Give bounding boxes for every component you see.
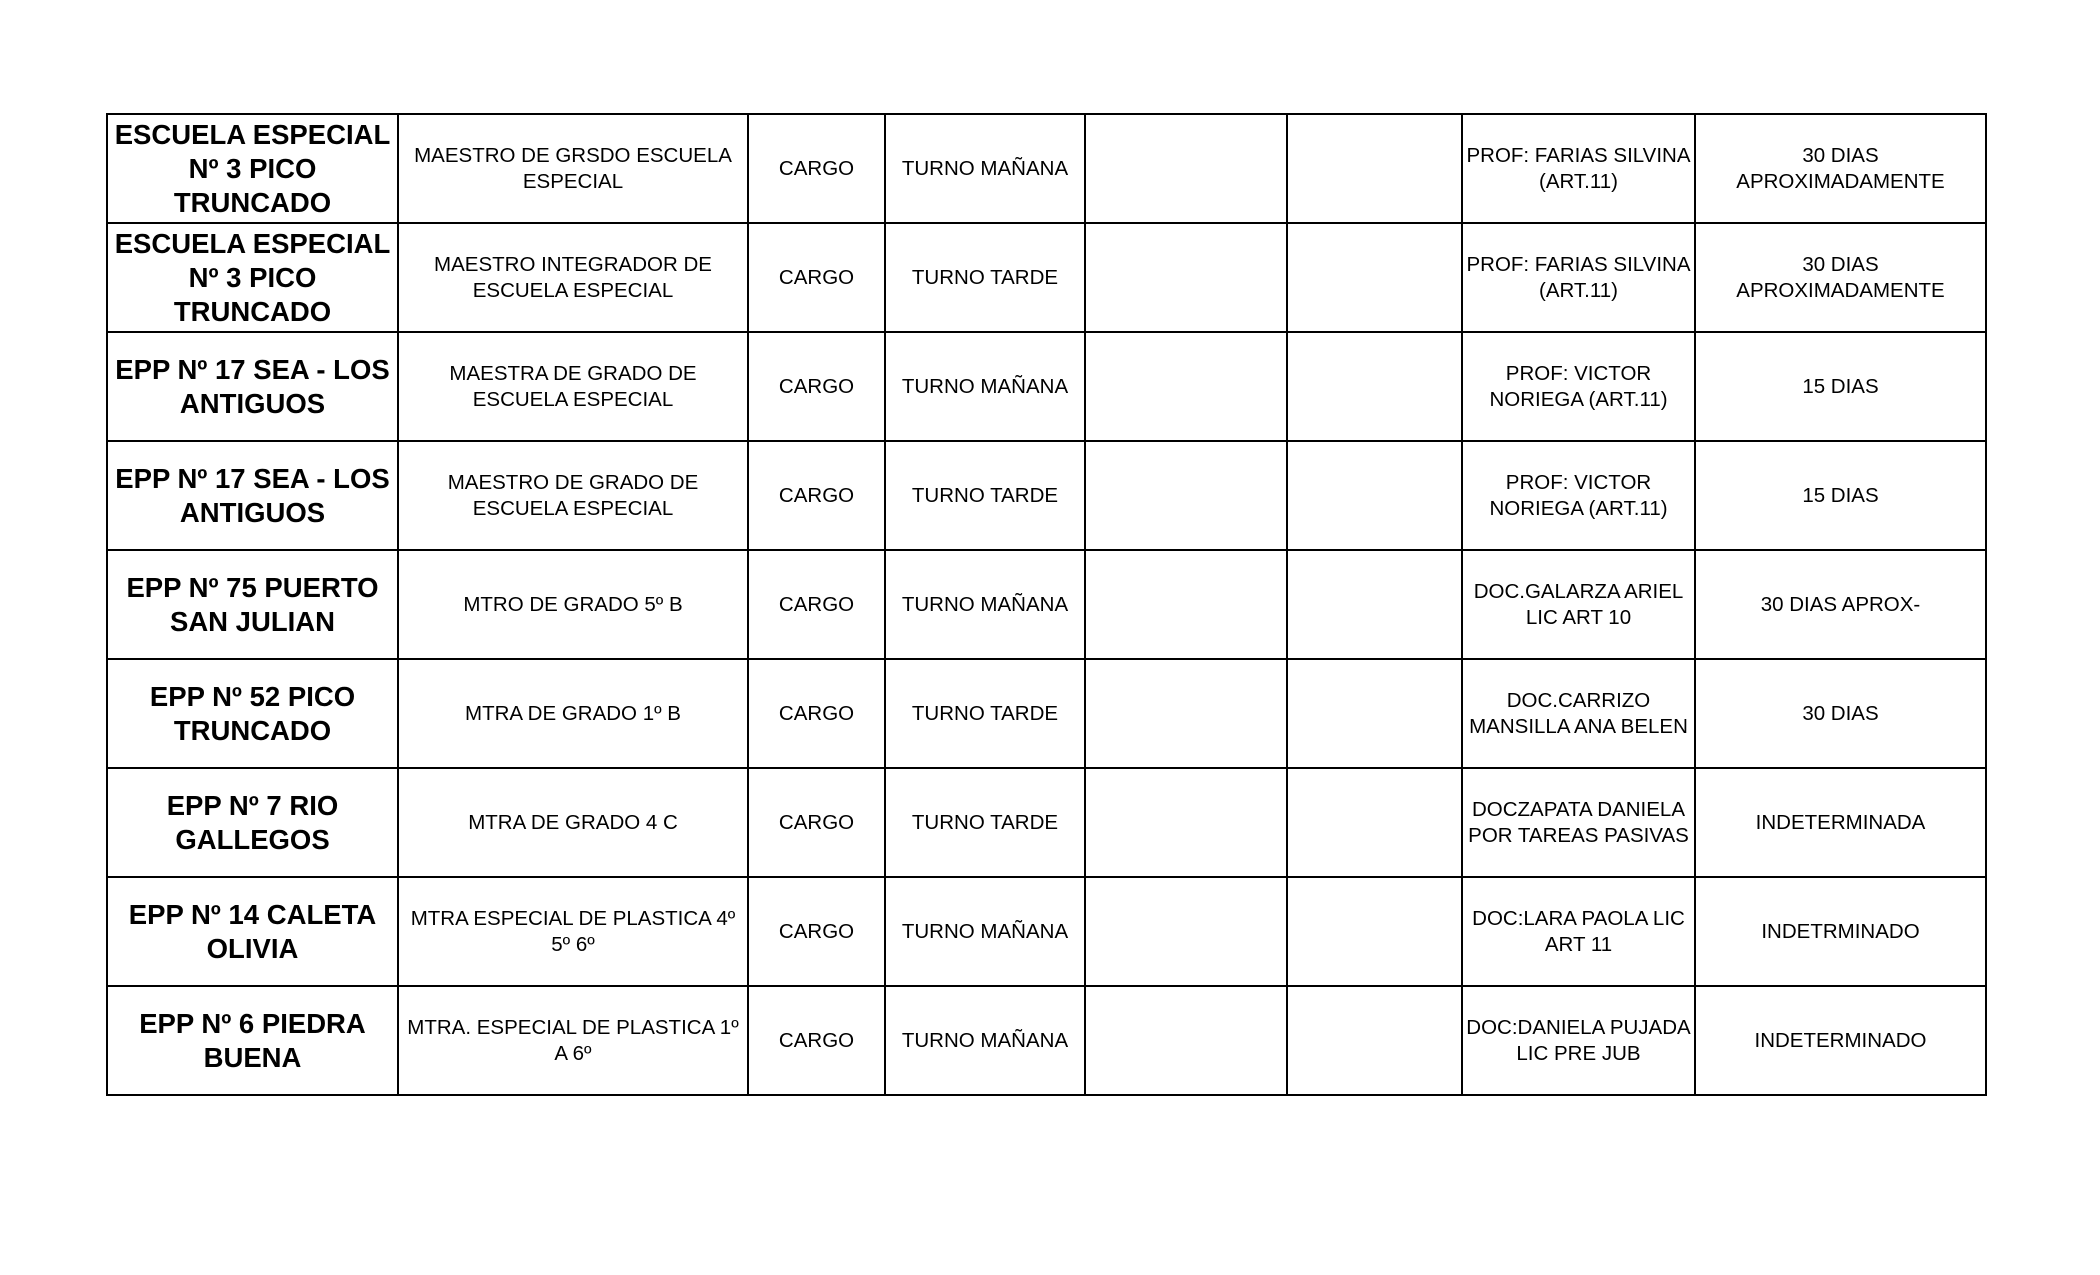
replaces-cell — [1462, 114, 1695, 223]
position-cell — [398, 659, 748, 768]
school-name: EPP Nº 17 SEA - LOS ANTIGUOS — [115, 353, 390, 419]
empty-cell-5 — [1085, 114, 1287, 223]
type-cell — [748, 768, 885, 877]
type-cell — [748, 114, 885, 223]
shift-cell — [885, 659, 1085, 768]
replaced-teacher: PROF: FARIAS SILVINA (ART.11) — [1466, 252, 1691, 302]
school-cell — [107, 986, 398, 1095]
shift-cell — [885, 986, 1085, 1095]
duration-cell — [1695, 986, 1986, 1095]
position-type: CARGO — [778, 810, 855, 834]
shift-cell — [885, 114, 1085, 223]
duration: 15 DIAS — [1802, 374, 1879, 398]
duration-cell — [1695, 877, 1986, 986]
table-row — [107, 332, 1986, 441]
position-type: CARGO — [778, 701, 855, 725]
shift: TURNO MAÑANA — [901, 374, 1069, 398]
shift-cell — [885, 768, 1085, 877]
empty-cell-5 — [1085, 550, 1287, 659]
shift-cell — [885, 877, 1085, 986]
table-row — [107, 877, 1986, 986]
school-cell — [107, 659, 398, 768]
empty-cell-5 — [1085, 877, 1287, 986]
duration: INDETRMINADO — [1761, 919, 1920, 943]
duration: 15 DIAS — [1802, 483, 1879, 507]
table-row — [107, 441, 1986, 550]
shift: TURNO MAÑANA — [901, 919, 1069, 943]
shift-cell — [885, 441, 1085, 550]
type-cell — [748, 332, 885, 441]
school-name: EPP Nº 7 RIO GALLEGOS — [166, 789, 339, 855]
school-cell — [107, 223, 398, 332]
empty-cell-5 — [1085, 441, 1287, 550]
shift-cell — [885, 550, 1085, 659]
position-type: CARGO — [778, 1028, 855, 1052]
type-cell — [748, 441, 885, 550]
position-title: MAESTRO DE GRSDO ESCUELA ESPECIAL — [414, 143, 732, 193]
replaced-teacher: PROF: FARIAS SILVINA (ART.11) — [1466, 143, 1691, 193]
duration-cell — [1695, 114, 1986, 223]
school-name: ESCUELA ESPECIAL Nº 3 PICO TRUNCADO — [114, 118, 391, 218]
duration-cell — [1695, 659, 1986, 768]
replaced-teacher: PROF: VICTOR NORIEGA (ART.11) — [1489, 470, 1668, 520]
table-row — [107, 659, 1986, 768]
position-type: CARGO — [778, 265, 855, 289]
school-cell — [107, 550, 398, 659]
position-type: CARGO — [778, 483, 855, 507]
position-title: MAESTRA DE GRADO DE ESCUELA ESPECIAL — [449, 361, 697, 411]
duration-cell — [1695, 768, 1986, 877]
type-cell — [748, 550, 885, 659]
shift: TURNO MAÑANA — [901, 1028, 1069, 1052]
empty-cell-5 — [1085, 332, 1287, 441]
school-cell — [107, 114, 398, 223]
position-cell — [398, 332, 748, 441]
school-name: EPP Nº 17 SEA - LOS ANTIGUOS — [115, 462, 390, 528]
table-row — [107, 223, 1986, 332]
replaces-cell — [1462, 877, 1695, 986]
empty-cell-5 — [1085, 768, 1287, 877]
empty-cell-6 — [1287, 659, 1462, 768]
school-name: ESCUELA ESPECIAL Nº 3 PICO TRUNCADO — [114, 227, 391, 327]
table-row — [107, 550, 1986, 659]
position-title: MTRO DE GRADO 5º B — [463, 592, 683, 616]
position-cell — [398, 550, 748, 659]
vacancy-table — [106, 113, 1987, 1096]
position-cell — [398, 877, 748, 986]
position-title: MTRA ESPECIAL DE PLASTICA 4º 5º 6º — [410, 906, 736, 956]
position-cell — [398, 114, 748, 223]
replaces-cell — [1462, 659, 1695, 768]
type-cell — [748, 877, 885, 986]
position-title: MTRA DE GRADO 4 C — [468, 810, 678, 834]
replaces-cell — [1462, 550, 1695, 659]
empty-cell-5 — [1085, 659, 1287, 768]
empty-cell-6 — [1287, 986, 1462, 1095]
type-cell — [748, 986, 885, 1095]
shift: TURNO MAÑANA — [901, 156, 1069, 180]
school-name: EPP Nº 6 PIEDRA BUENA — [139, 1007, 366, 1073]
shift-cell — [885, 223, 1085, 332]
shift: TURNO MAÑANA — [901, 592, 1069, 616]
duration: INDETERMINADO — [1754, 1028, 1927, 1052]
position-type: CARGO — [778, 919, 855, 943]
school-name: EPP Nº 14 CALETA OLIVIA — [128, 898, 377, 964]
table-row — [107, 986, 1986, 1095]
empty-cell-6 — [1287, 332, 1462, 441]
school-cell — [107, 441, 398, 550]
position-cell — [398, 441, 748, 550]
school-cell — [107, 877, 398, 986]
duration-cell — [1695, 223, 1986, 332]
position-cell — [398, 986, 748, 1095]
empty-cell-6 — [1287, 768, 1462, 877]
replaced-teacher: DOC.GALARZA ARIEL LIC ART 10 — [1473, 579, 1684, 629]
school-cell — [107, 332, 398, 441]
duration: 30 DIAS APROXIMADAMENTE — [1736, 143, 1945, 193]
position-type: CARGO — [778, 156, 855, 180]
empty-cell-6 — [1287, 550, 1462, 659]
empty-cell-5 — [1085, 223, 1287, 332]
school-cell — [107, 768, 398, 877]
table-body — [107, 114, 1986, 1095]
duration-cell — [1695, 550, 1986, 659]
empty-cell-6 — [1287, 877, 1462, 986]
replaces-cell — [1462, 332, 1695, 441]
position-type: CARGO — [778, 374, 855, 398]
vacancy-sheet — [106, 113, 1985, 1096]
duration: INDETERMINADA — [1755, 810, 1926, 834]
table-row — [107, 114, 1986, 223]
duration: 30 DIAS APROXIMADAMENTE — [1736, 252, 1945, 302]
replaced-teacher: DOC:LARA PAOLA LIC ART 11 — [1472, 906, 1685, 956]
replaces-cell — [1462, 986, 1695, 1095]
shift: TURNO TARDE — [911, 483, 1059, 507]
position-title: MTRA. ESPECIAL DE PLASTICA 1º A 6º — [407, 1015, 739, 1065]
replaced-teacher: DOC.CARRIZO MANSILLA ANA BELEN — [1469, 688, 1688, 738]
shift: TURNO TARDE — [911, 265, 1059, 289]
empty-cell-6 — [1287, 223, 1462, 332]
duration: 30 DIAS — [1802, 701, 1879, 725]
shift: TURNO TARDE — [911, 810, 1059, 834]
replaces-cell — [1462, 441, 1695, 550]
position-cell — [398, 223, 748, 332]
shift: TURNO TARDE — [911, 701, 1059, 725]
empty-cell-5 — [1085, 986, 1287, 1095]
duration-cell — [1695, 441, 1986, 550]
position-type: CARGO — [778, 592, 855, 616]
table-row — [107, 768, 1986, 877]
shift-cell — [885, 332, 1085, 441]
empty-cell-6 — [1287, 441, 1462, 550]
school-name: EPP Nº 75 PUERTO SAN JULIAN — [126, 571, 379, 637]
position-title: MAESTRO DE GRADO DE ESCUELA ESPECIAL — [447, 470, 699, 520]
position-cell — [398, 768, 748, 877]
position-title: MTRA DE GRADO 1º B — [465, 701, 681, 725]
replaces-cell — [1462, 223, 1695, 332]
type-cell — [748, 223, 885, 332]
replaces-cell — [1462, 768, 1695, 877]
replaced-teacher: PROF: VICTOR NORIEGA (ART.11) — [1489, 361, 1668, 411]
empty-cell-6 — [1287, 114, 1462, 223]
school-name: EPP Nº 52 PICO TRUNCADO — [149, 680, 356, 746]
duration-cell — [1695, 332, 1986, 441]
replaced-teacher: DOCZAPATA DANIELA POR TAREAS PASIVAS — [1468, 797, 1689, 847]
type-cell — [748, 659, 885, 768]
replaced-teacher: DOC:DANIELA PUJADA LIC PRE JUB — [1466, 1015, 1691, 1065]
position-title: MAESTRO INTEGRADOR DE ESCUELA ESPECIAL — [434, 252, 712, 302]
duration: 30 DIAS APROX- — [1760, 592, 1921, 616]
